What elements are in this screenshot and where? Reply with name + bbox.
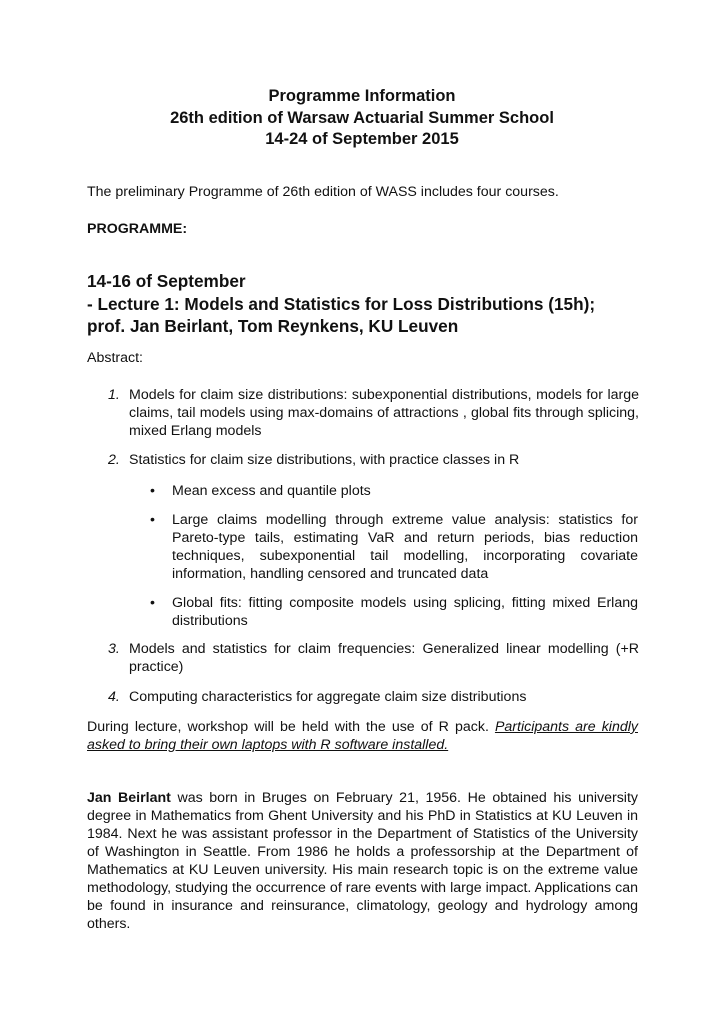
- programme-label: PROGRAMME:: [87, 221, 188, 237]
- bullet-text: Global fits: fitting composite models using splicing, fitting mixed Erlang distributions: [172, 595, 638, 629]
- workshop-paragraph: [87, 718, 638, 754]
- session-date: 14-16 of September: [87, 271, 246, 291]
- item-text: Computing characteristics for aggregate claim size distributions: [129, 689, 527, 705]
- session-heading: [87, 270, 647, 338]
- item-number: 2.: [108, 452, 120, 468]
- laptop-notice: Participants are kindly asked to bring their own laptops with R software installed.: [87, 719, 638, 753]
- bullet-icon: •: [150, 595, 155, 611]
- bio-name: Jan Beirlant: [87, 790, 171, 806]
- item-text: Statistics for claim size distributions, with practice classes in R: [129, 452, 520, 468]
- title-line-3: 14-24 of September 2015: [265, 130, 459, 148]
- item-text: Models and statistics for claim frequencies: Generalized linear modelling (+R practice): [129, 641, 639, 675]
- bullet-icon: •: [150, 512, 155, 528]
- item-number: 3.: [108, 641, 120, 657]
- title-line-1: Programme Information: [268, 87, 456, 105]
- programme-title: [0, 86, 724, 151]
- bio-text: was born in Bruges on February 21, 1956. He obtained his university degree in Mathematics from Ghent University and his PhD in Statistics at KU Leuven in 1984. Next he was assistant professor in the Department of Statistics of the University of Washington in Seattle. From 1986 he holds a professorship at the Department of Mathematics at KU Leuven university. His main research topic is on the extreme value methodology, studying the occurrence of rare events with large impact. Applications can be found in insurance and reinsurance, climatology, geology and hydrology among others.: [87, 790, 638, 932]
- abstract-label: Abstract:: [87, 350, 143, 366]
- lecturers: prof. Jan Beirlant, Tom Reynkens, KU Leuven: [87, 316, 459, 336]
- workshop-text: During lecture, workshop will be held with the use of R pack.: [87, 719, 495, 735]
- bullet-text: Large claims modelling through extreme value analysis: statistics for Pareto-type tails, estimating VaR and return periods, bias reduction techniques, subexponential tail modelling, incorporating covariate information, handling censored and truncated data: [172, 512, 638, 582]
- item-number: 4.: [108, 689, 120, 705]
- bullet-text: Mean excess and quantile plots: [172, 483, 371, 499]
- lecture-title: - Lecture 1: Models and Statistics for Loss Distributions (15h);: [87, 293, 596, 314]
- bullet-icon: •: [150, 483, 155, 499]
- bio-paragraph: [87, 789, 638, 933]
- intro-paragraph: The preliminary Programme of 26th edition of WASS includes four courses.: [87, 184, 559, 200]
- item-number: 1.: [108, 387, 120, 403]
- title-line-2: 26th edition of Warsaw Actuarial Summer School: [170, 108, 554, 127]
- item-text: Models for claim size distributions: subexponential distributions, models for large claims, tail models using max-domains of attractions , global fits through splicing, mixed Erlang models: [129, 387, 639, 439]
